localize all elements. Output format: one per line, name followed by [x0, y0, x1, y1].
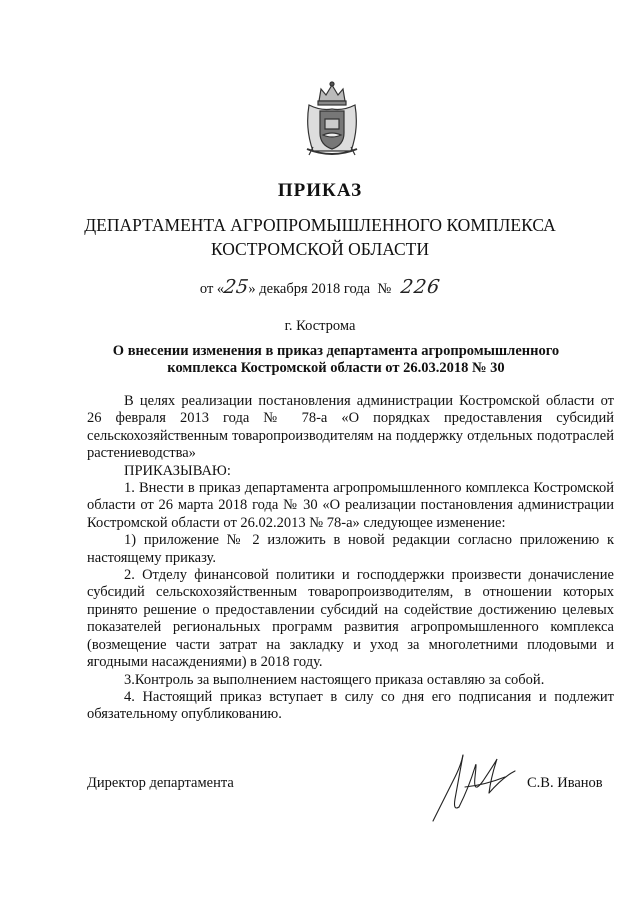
handwritten-number: 226 — [399, 276, 442, 298]
date-suffix: » декабря 2018 года — [248, 281, 371, 297]
number-label: № — [377, 281, 392, 297]
subject-line: О внесении изменения в приказ департамента агропромышленного — [112, 343, 560, 359]
order-date-number — [0, 276, 640, 298]
body-paragraph: 3.Контроль за выполнением настоящего приказа оставляю за собой. — [124, 671, 545, 688]
signatory-role: Директор департамента — [87, 775, 234, 791]
coat-of-arms-icon — [303, 79, 361, 159]
department-line: ДЕПАРТАМЕНТА АГРОПРОМЫШЛЕННОГО КОМПЛЕКСА — [84, 215, 556, 235]
handwritten-day: 25 — [222, 276, 250, 298]
date-prefix: от « — [199, 281, 225, 297]
body-paragraph: В целях реализации постановления администрации Костромской области от 26 февраля 2013 года № 78-а «О порядках предоставления субсидий сельскохозяйственным товаропроизводителям на поддержку отдельных подотраслей растениеводства» — [87, 393, 614, 462]
department-name — [0, 213, 640, 261]
handwritten-signature — [425, 747, 535, 827]
department-line: КОСТРОМСКОЙ ОБЛАСТИ — [210, 239, 430, 259]
document-title: ПРИКАЗ — [277, 180, 363, 201]
signatory-name: С.В. Иванов — [527, 775, 603, 791]
document-subject — [96, 343, 576, 377]
body-paragraph: 1. Внести в приказ департамента агропромышленного комплекса Костромской области от 26 марта 2018 года № 30 «О реализации постановления администрации Костромской области от 26.02.2013 № 78-а» следующее изменение: — [87, 480, 614, 531]
body-paragraph: 2. Отделу финансовой политики и господдержки произвести доначисление субсидий сельскохозяйственным товаропроизводителям, в отношении которых принято решение о предоставлении субсидий на содействие достижению целевых показателей региональных программ развития агропромышленного комплекса (возмещение части затрат на закладку и уход за многолетними плодовыми и ягодными насаждениями) в 2018 году. — [87, 567, 614, 671]
document-body — [87, 393, 614, 724]
body-paragraph: 1) приложение № 2 изложить в новой редакции согласно приложению к настоящему приказу. — [87, 532, 614, 566]
order-keyword: ПРИКАЗЫВАЮ: — [124, 462, 231, 479]
city: г. Кострома — [284, 318, 356, 334]
subject-line: комплекса Костромской области от 26.03.2018 № 30 — [167, 360, 505, 376]
body-paragraph: 4. Настоящий приказ вступает в силу со дня его подписания и подлежит обязательному опубликованию. — [87, 688, 614, 723]
